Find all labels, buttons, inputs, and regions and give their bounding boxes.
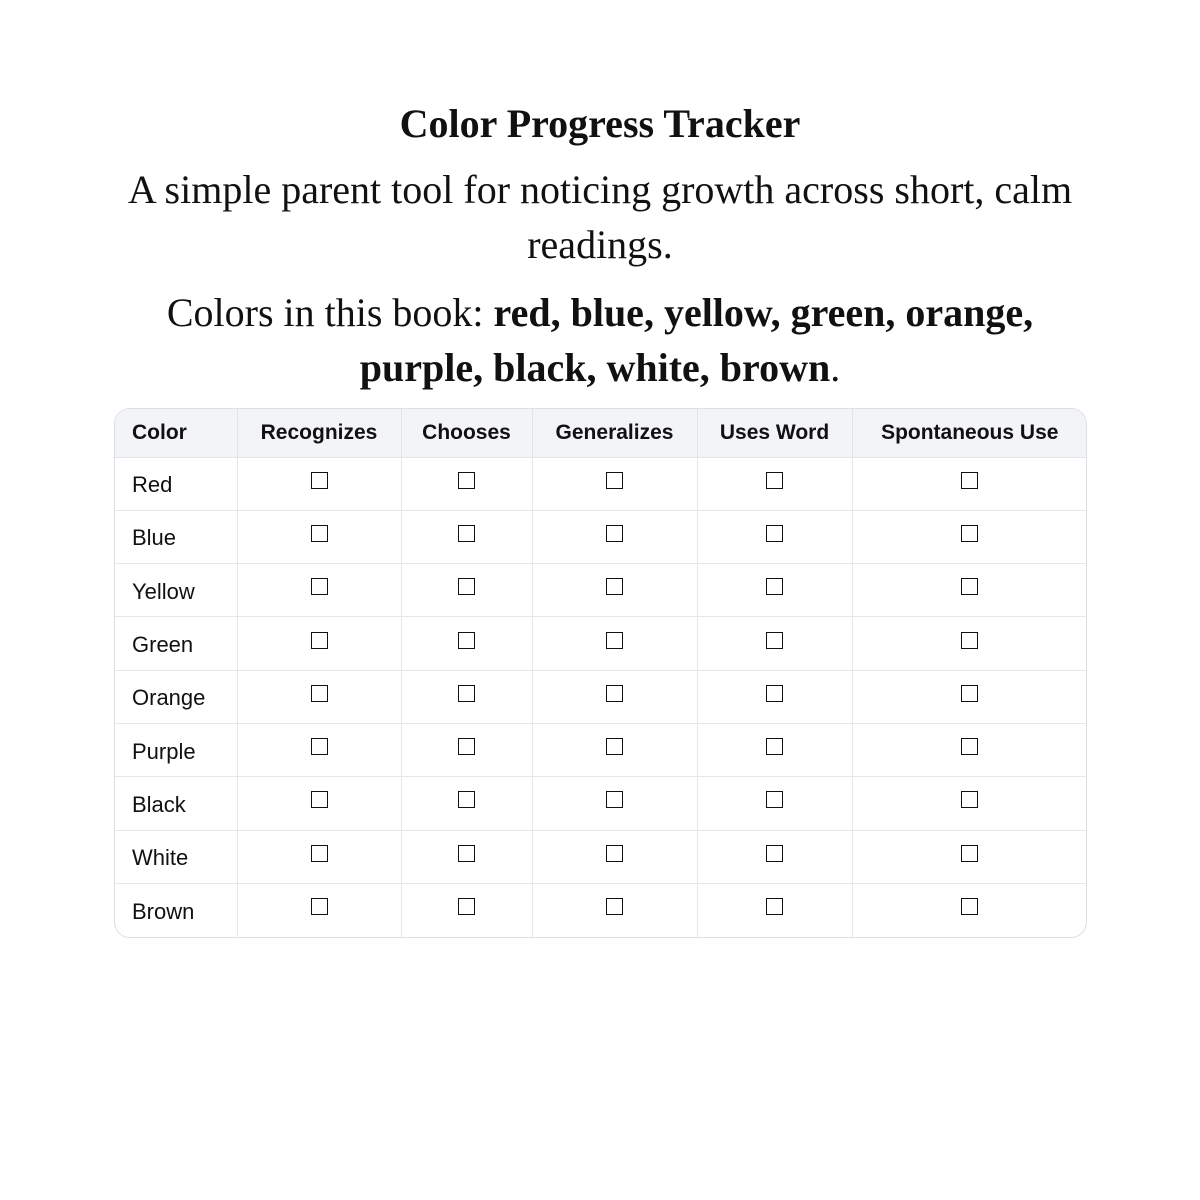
checkbox-generalizes[interactable] bbox=[606, 898, 623, 915]
checkbox-recognizes[interactable] bbox=[311, 738, 328, 755]
table-row bbox=[115, 617, 1087, 670]
table-row bbox=[115, 830, 1087, 883]
checkbox-generalizes[interactable] bbox=[606, 845, 623, 862]
cell-chooses bbox=[401, 777, 532, 830]
checkbox-recognizes[interactable] bbox=[311, 632, 328, 649]
row-color-name: White bbox=[115, 830, 237, 883]
cell-uses-word bbox=[697, 564, 852, 617]
cell-generalizes bbox=[532, 564, 697, 617]
checkbox-chooses[interactable] bbox=[458, 525, 475, 542]
cell-recognizes bbox=[237, 830, 401, 883]
checkbox-generalizes[interactable] bbox=[606, 738, 623, 755]
colors-prefix: Colors in this book: bbox=[166, 290, 494, 335]
checkbox-uses-word[interactable] bbox=[766, 578, 783, 595]
checkbox-spontaneous-use[interactable] bbox=[961, 738, 978, 755]
progress-table bbox=[115, 409, 1087, 937]
checkbox-uses-word[interactable] bbox=[766, 898, 783, 915]
table-row bbox=[115, 723, 1087, 776]
checkbox-chooses[interactable] bbox=[458, 632, 475, 649]
checkbox-recognizes[interactable] bbox=[311, 845, 328, 862]
checkbox-recognizes[interactable] bbox=[311, 578, 328, 595]
cell-generalizes bbox=[532, 723, 697, 776]
cell-recognizes bbox=[237, 723, 401, 776]
checkbox-spontaneous-use[interactable] bbox=[961, 632, 978, 649]
cell-generalizes bbox=[532, 510, 697, 563]
cell-generalizes bbox=[532, 777, 697, 830]
checkbox-spontaneous-use[interactable] bbox=[961, 472, 978, 489]
cell-uses-word bbox=[697, 830, 852, 883]
row-color-name: Red bbox=[115, 457, 237, 510]
cell-spontaneous-use bbox=[852, 564, 1087, 617]
colors-in-book bbox=[114, 285, 1086, 395]
checkbox-recognizes[interactable] bbox=[311, 898, 328, 915]
page-title: Color Progress Tracker bbox=[399, 101, 801, 146]
cell-uses-word bbox=[697, 617, 852, 670]
checkbox-uses-word[interactable] bbox=[766, 632, 783, 649]
cell-recognizes bbox=[237, 510, 401, 563]
cell-chooses bbox=[401, 510, 532, 563]
table-row bbox=[115, 510, 1087, 563]
checkbox-chooses[interactable] bbox=[458, 738, 475, 755]
progress-table-container bbox=[114, 408, 1087, 938]
row-color-name: Yellow bbox=[115, 564, 237, 617]
cell-recognizes bbox=[237, 670, 401, 723]
checkbox-generalizes[interactable] bbox=[606, 472, 623, 489]
checkbox-generalizes[interactable] bbox=[606, 791, 623, 808]
cell-chooses bbox=[401, 617, 532, 670]
row-color-name: Green bbox=[115, 617, 237, 670]
cell-recognizes bbox=[237, 457, 401, 510]
column-header-uses-word: Uses Word bbox=[697, 409, 852, 457]
cell-uses-word bbox=[697, 457, 852, 510]
cell-chooses bbox=[401, 883, 532, 936]
colors-suffix: . bbox=[830, 345, 841, 390]
checkbox-chooses[interactable] bbox=[458, 898, 475, 915]
table-header-row bbox=[115, 409, 1087, 457]
cell-generalizes bbox=[532, 670, 697, 723]
checkbox-uses-word[interactable] bbox=[766, 472, 783, 489]
table-body bbox=[115, 457, 1087, 937]
checkbox-chooses[interactable] bbox=[458, 845, 475, 862]
table-row bbox=[115, 883, 1087, 936]
checkbox-chooses[interactable] bbox=[458, 791, 475, 808]
checkbox-spontaneous-use[interactable] bbox=[961, 525, 978, 542]
cell-recognizes bbox=[237, 564, 401, 617]
cell-chooses bbox=[401, 830, 532, 883]
cell-spontaneous-use bbox=[852, 457, 1087, 510]
checkbox-chooses[interactable] bbox=[458, 685, 475, 702]
checkbox-generalizes[interactable] bbox=[606, 685, 623, 702]
checkbox-uses-word[interactable] bbox=[766, 685, 783, 702]
cell-spontaneous-use bbox=[852, 883, 1087, 936]
checkbox-recognizes[interactable] bbox=[311, 791, 328, 808]
cell-chooses bbox=[401, 457, 532, 510]
row-color-name: Blue bbox=[115, 510, 237, 563]
checkbox-generalizes[interactable] bbox=[606, 525, 623, 542]
cell-recognizes bbox=[237, 777, 401, 830]
cell-chooses bbox=[401, 670, 532, 723]
cell-chooses bbox=[401, 723, 532, 776]
checkbox-recognizes[interactable] bbox=[311, 685, 328, 702]
row-color-name: Purple bbox=[115, 723, 237, 776]
cell-uses-word bbox=[697, 777, 852, 830]
checkbox-uses-word[interactable] bbox=[766, 738, 783, 755]
checkbox-uses-word[interactable] bbox=[766, 791, 783, 808]
column-header-spontaneous-use: Spontaneous Use bbox=[852, 409, 1087, 457]
tracker-header bbox=[114, 96, 1086, 395]
checkbox-spontaneous-use[interactable] bbox=[961, 898, 978, 915]
cell-spontaneous-use bbox=[852, 670, 1087, 723]
colors-list: red, blue, yellow, green, orange, purple, black, white, brown bbox=[359, 290, 1034, 390]
table-row bbox=[115, 777, 1087, 830]
checkbox-generalizes[interactable] bbox=[606, 632, 623, 649]
table-row bbox=[115, 670, 1087, 723]
row-color-name: Orange bbox=[115, 670, 237, 723]
row-color-name: Brown bbox=[115, 883, 237, 936]
cell-generalizes bbox=[532, 617, 697, 670]
cell-spontaneous-use bbox=[852, 723, 1087, 776]
checkbox-spontaneous-use[interactable] bbox=[961, 578, 978, 595]
cell-recognizes bbox=[237, 617, 401, 670]
cell-uses-word bbox=[697, 883, 852, 936]
column-header-generalizes: Generalizes bbox=[532, 409, 697, 457]
cell-generalizes bbox=[532, 457, 697, 510]
checkbox-recognizes[interactable] bbox=[311, 525, 328, 542]
checkbox-spontaneous-use[interactable] bbox=[961, 845, 978, 862]
cell-generalizes bbox=[532, 830, 697, 883]
checkbox-spontaneous-use[interactable] bbox=[961, 791, 978, 808]
checkbox-chooses[interactable] bbox=[458, 578, 475, 595]
cell-recognizes bbox=[237, 883, 401, 936]
checkbox-uses-word[interactable] bbox=[766, 525, 783, 542]
cell-spontaneous-use bbox=[852, 617, 1087, 670]
cell-spontaneous-use bbox=[852, 510, 1087, 563]
checkbox-spontaneous-use[interactable] bbox=[961, 685, 978, 702]
page-subtitle: A simple parent tool for noticing growth across short, calm readings. bbox=[127, 167, 1073, 267]
checkbox-generalizes[interactable] bbox=[606, 578, 623, 595]
checkbox-chooses[interactable] bbox=[458, 472, 475, 489]
checkbox-uses-word[interactable] bbox=[766, 845, 783, 862]
column-header-recognizes: Recognizes bbox=[237, 409, 401, 457]
cell-uses-word bbox=[697, 723, 852, 776]
cell-uses-word bbox=[697, 510, 852, 563]
cell-chooses bbox=[401, 564, 532, 617]
cell-generalizes bbox=[532, 883, 697, 936]
column-header-color: Color bbox=[115, 409, 237, 457]
table-row bbox=[115, 457, 1087, 510]
table-row bbox=[115, 564, 1087, 617]
cell-spontaneous-use bbox=[852, 830, 1087, 883]
checkbox-recognizes[interactable] bbox=[311, 472, 328, 489]
row-color-name: Black bbox=[115, 777, 237, 830]
cell-spontaneous-use bbox=[852, 777, 1087, 830]
cell-uses-word bbox=[697, 670, 852, 723]
column-header-chooses: Chooses bbox=[401, 409, 532, 457]
